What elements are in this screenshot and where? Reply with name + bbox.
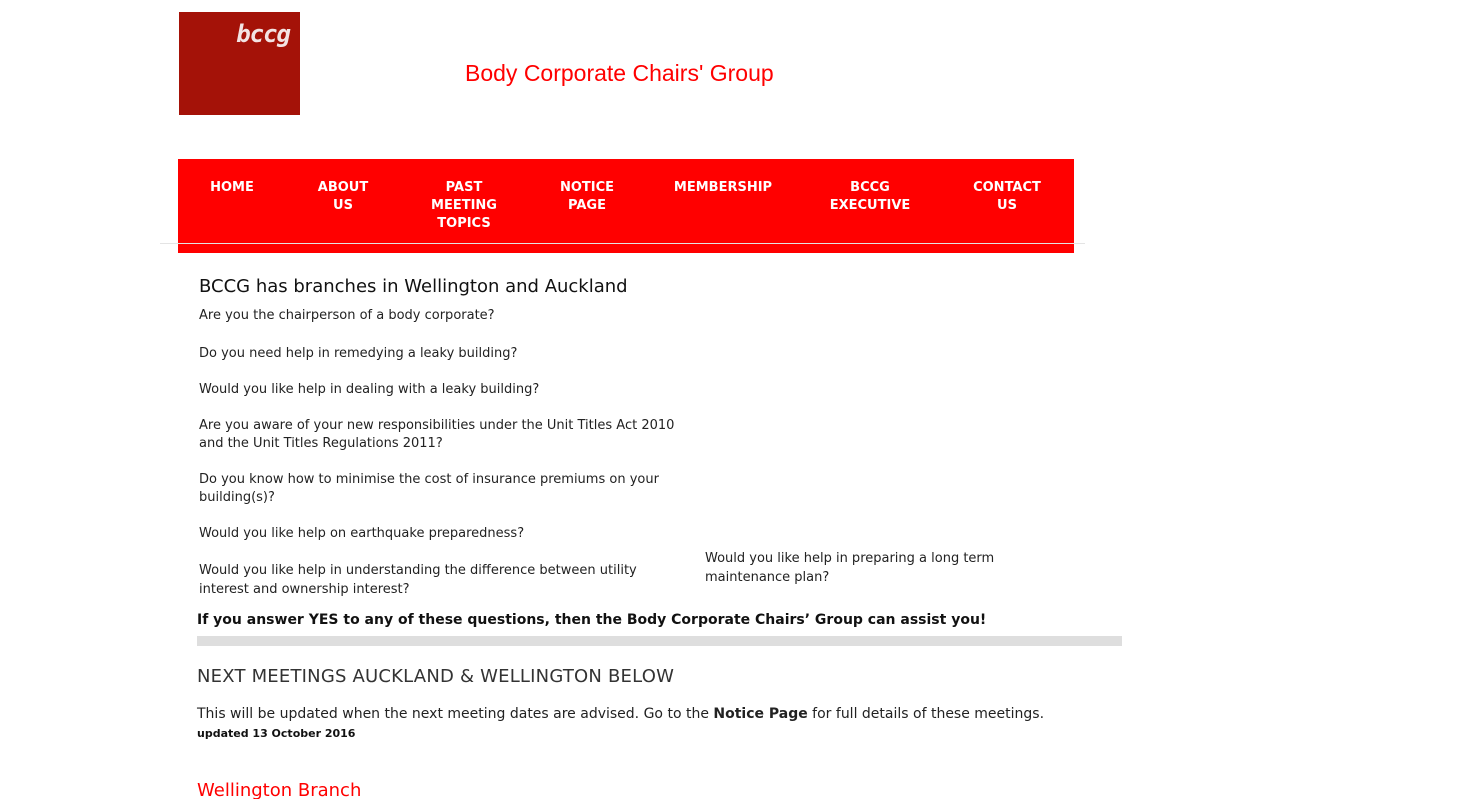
assist-callout: If you answer YES to any of these questions, then the Body Corporate Chairs’ Group can assist you! bbox=[197, 612, 987, 628]
nav-membership[interactable]: MEMBERSHIP bbox=[673, 180, 773, 195]
nav-past-meeting-topics[interactable]: PAST MEETING TOPICS bbox=[431, 180, 497, 231]
update-text-before: This will be updated when the next meeting dates are advised. Go to the bbox=[197, 706, 714, 722]
notice-page-link[interactable]: Notice Page bbox=[713, 706, 808, 722]
nav-notice-page[interactable]: NOTICE PAGE bbox=[559, 180, 615, 213]
nav-home[interactable]: HOME bbox=[210, 180, 254, 195]
question-item: Would you like help in understanding the difference between utility interest and ownership interest? bbox=[199, 563, 637, 597]
nav-about-us[interactable]: ABOUT US bbox=[317, 180, 369, 213]
wellington-branch-heading: Wellington Branch bbox=[197, 780, 362, 799]
question-item: Would you like help on earthquake preparedness? bbox=[199, 526, 525, 541]
update-notice bbox=[197, 706, 1044, 722]
nav-contact-us[interactable]: CONTACT US bbox=[973, 180, 1041, 213]
next-meetings-heading: NEXT MEETINGS AUCKLAND & WELLINGTON BELOW bbox=[197, 666, 675, 687]
intro-heading: BCCG has branches in Wellington and Auckland bbox=[199, 276, 628, 297]
site-logo[interactable] bbox=[179, 12, 300, 115]
logo-text: bccg bbox=[236, 20, 290, 48]
section-divider-bar bbox=[197, 636, 1122, 646]
question-item: Do you need help in remedying a leaky building? bbox=[199, 346, 518, 361]
question-item: Are you the chairperson of a body corporate? bbox=[199, 308, 495, 323]
update-text-after: for full details of these meetings. bbox=[807, 706, 1045, 722]
nav-divider bbox=[160, 243, 1085, 244]
nav-bccg-executive[interactable]: BCCG EXECUTIVE bbox=[829, 180, 911, 213]
main-nav bbox=[178, 159, 1074, 253]
question-item: Are you aware of your new responsibilities under the Unit Titles Act 2010 and the Unit Titles Regulations 2011? bbox=[199, 418, 675, 451]
question-item-right: Would you like help in preparing a long term maintenance plan? bbox=[705, 551, 995, 585]
question-item: Would you like help in dealing with a leaky building? bbox=[199, 382, 540, 397]
updated-date: updated 13 October 2016 bbox=[197, 727, 356, 740]
site-title: Body Corporate Chairs' Group bbox=[465, 60, 774, 86]
question-item: Do you know how to minimise the cost of insurance premiums on your building(s)? bbox=[199, 472, 659, 505]
